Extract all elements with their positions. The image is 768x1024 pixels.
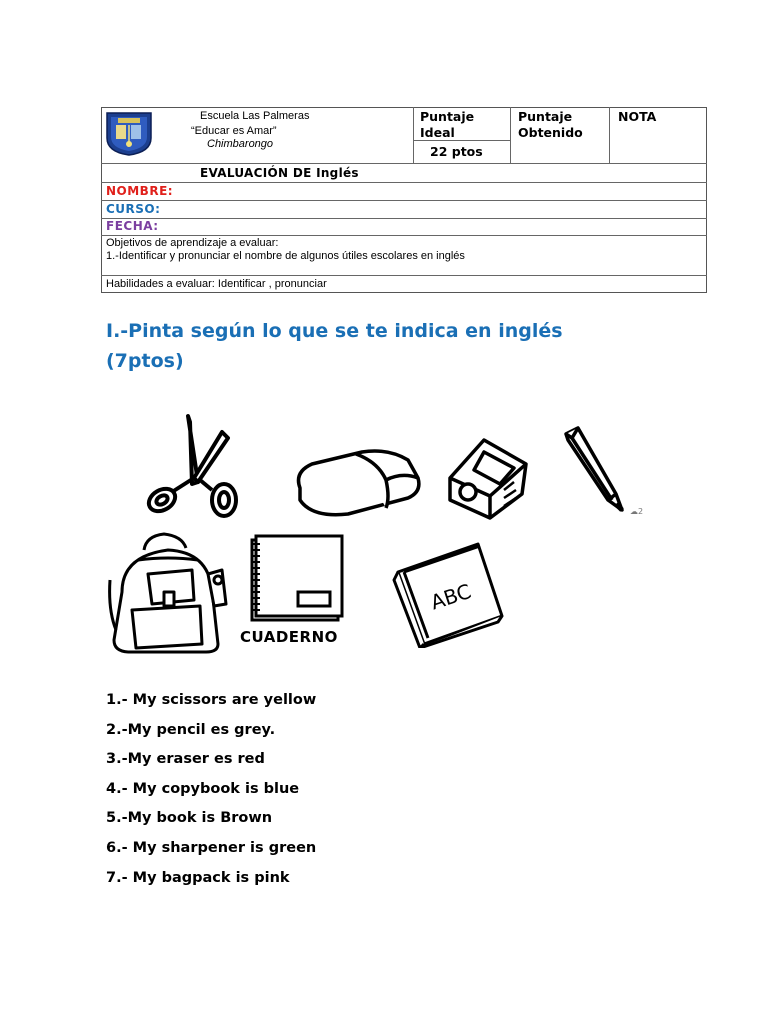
list-item: 1.- My scissors are yellow	[106, 692, 317, 708]
section-title-line-1: I.-Pinta según lo que se te indica en inglés	[106, 320, 563, 342]
cuaderno-label: CUADERNO	[240, 628, 338, 646]
svg-text:☁2: ☁2	[630, 507, 644, 516]
scissors-icon	[140, 412, 250, 520]
table-divider	[413, 107, 414, 164]
table-divider	[101, 235, 707, 236]
table-divider	[101, 275, 707, 276]
list-item: 4.- My copybook is blue	[106, 780, 300, 797]
backpack-icon	[108, 530, 232, 654]
objective-1: 1.-Identificar y pronunciar el nombre de algunos útiles escolares en inglés	[106, 250, 465, 262]
nombre-label: NOMBRE:	[106, 184, 174, 198]
list-item: 6.- My sharpener is green	[106, 839, 317, 856]
table-divider	[101, 200, 707, 201]
evaluation-title: EVALUACIÓN DE Inglés	[200, 166, 359, 180]
list-item: 2.-My pencil es grey.	[106, 721, 276, 738]
list-item: 5.-My book is Brown	[106, 810, 273, 827]
skills-text: Habilidades a evaluar: Identificar , pronunciar	[106, 278, 327, 290]
sharpener-icon	[444, 434, 532, 522]
table-divider	[609, 107, 610, 164]
book-label: ABC	[427, 579, 475, 615]
list-item: 7.- My bagpack is pink	[106, 869, 290, 886]
curso-label: CURSO:	[106, 202, 161, 216]
table-divider	[101, 163, 707, 164]
school-city: Chimbarongo	[207, 138, 274, 150]
school-name: Escuela Las Palmeras	[200, 110, 310, 122]
eraser-icon	[290, 442, 430, 520]
list-item: 3.-My eraser es red	[106, 751, 265, 768]
puntaje-ideal-value: 22 ptos	[430, 144, 483, 159]
notebook-icon	[238, 534, 362, 646]
objectives-title: Objetivos de aprendizaje a evaluar:	[106, 237, 279, 249]
section-title	[106, 316, 563, 376]
table-divider	[510, 107, 511, 164]
table-divider	[101, 182, 707, 183]
puntaje-obtenido-label: Puntaje Obtenido	[518, 109, 583, 140]
table-divider	[101, 218, 707, 219]
section-title-line-2: (7ptos)	[106, 350, 184, 372]
book-icon	[390, 538, 508, 648]
school-logo-icon	[104, 110, 154, 156]
pencil-icon	[554, 424, 658, 520]
instructions-list	[106, 690, 316, 897]
nota-label: NOTA	[618, 109, 657, 124]
school-motto: “Educar es Amar”	[191, 125, 277, 137]
puntaje-ideal-label: Puntaje Ideal	[420, 109, 475, 140]
fecha-label: FECHA:	[106, 219, 159, 233]
